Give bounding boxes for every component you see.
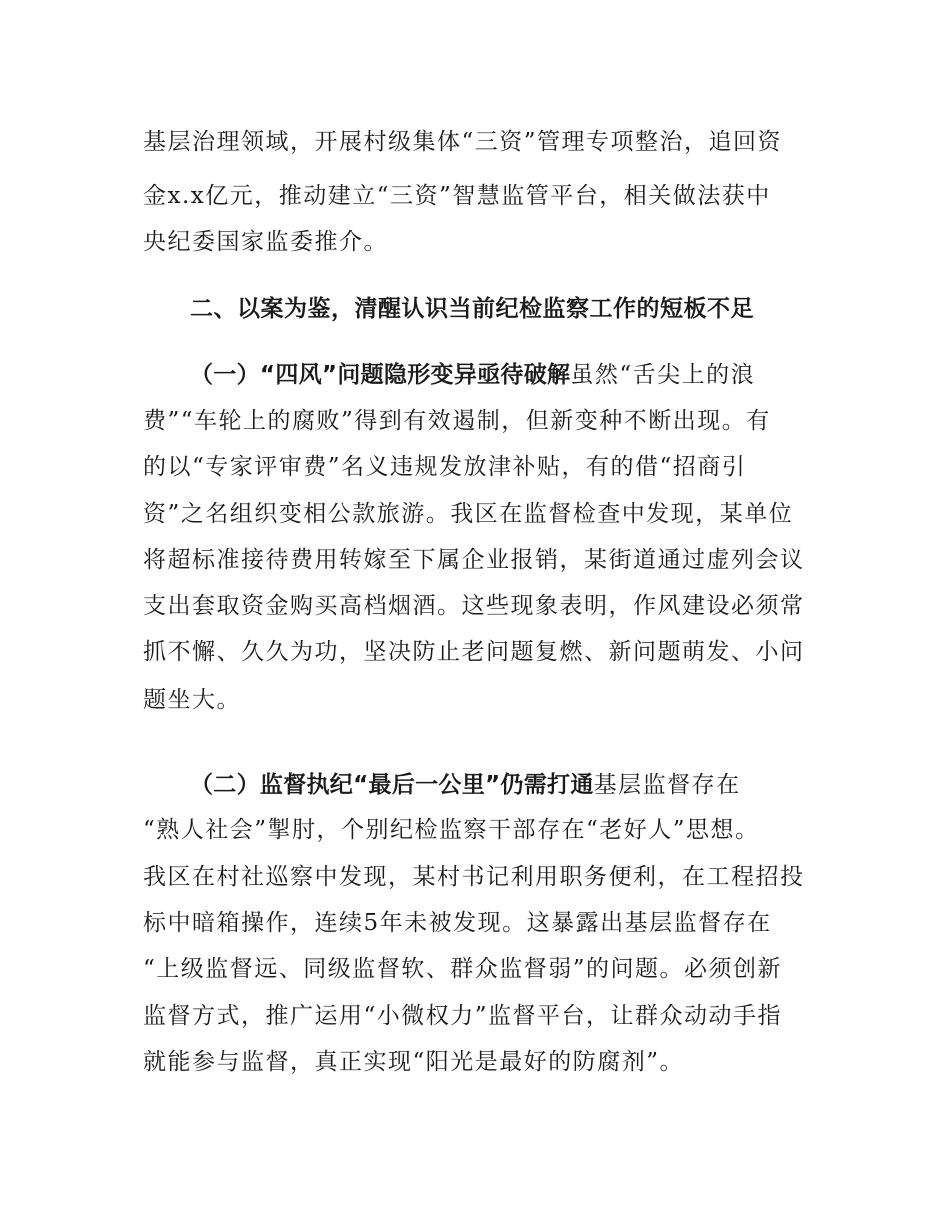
subsection-2-first-line [190,769,860,801]
subsection-1-line-2: 费”“车轮上的腐败”得到有效遏制，但新变种不断出现。有 [143,408,771,434]
subsection-2-line-2: “熟人社会”掣肘，个别纪检监察干部存在“老好人”思想。 [143,817,760,843]
subsection-1-line-7: 抓不懈、久久为功，坚决防止老问题复燃、新问题萌发、小问 [143,639,805,665]
subsection-1-first-line [190,359,860,391]
subsection-2-first-line-rest: 基层监督存在 [593,772,741,798]
subsection-2-line-4: 标中暗箱操作，连续5年未被发现。这暴露出基层监督存在 [143,910,772,936]
subsection-2-line-6: 监督方式，推广运用“小微权力”监督平台，让群众动动手指 [143,1003,783,1029]
intro-line-3: 央纪委国家监委推介。 [143,229,388,255]
subsection-2-line-7: 就能参与监督，真正实现“阳光是最好的防腐剂”。 [143,1049,685,1075]
subsection-1-line-5: 将超标准接待费用转嫁至下属企业报销，某街道通过虚列会议 [143,547,805,573]
intro-line-1: 基层治理领域，开展村级集体“三资”管理专项整治，追回资 [143,129,783,155]
subsection-1-first-line-rest: 虽然“舌尖上的浪 [570,362,756,388]
subsection-1-line-6: 支出套取资金购买高档烟酒。这些现象表明，作风建设必须常 [143,593,805,619]
section-heading: 二、以案为鉴，清醒认识当前纪检监察工作的短板不足 [190,296,754,322]
subsection-1-line-8: 题坐大。 [143,687,241,713]
subsection-2-line-3: 我区在村社巡察中发现，某村书记利用职务便利，在工程招投 [143,864,805,890]
intro-line-2: 金x.x亿元，推动建立“三资”智慧监管平台，相关做法获中 [143,183,771,209]
subsection-1-line-3: 的以“专家评审费”名义违规发放津补贴，有的借“招商引 [143,454,747,480]
subsection-2-heading: （二）监督执纪“最后一公里”仍需打通 [190,772,594,798]
subsection-2-line-5: “上级监督远、同级监督软、群众监督弱”的问题。必须创新 [143,956,783,982]
subsection-1-heading: （一）“四风”问题隐形变异亟待破解 [190,362,571,388]
subsection-1-line-4: 资”之名组织变相公款旅游。我区在监督检查中发现，某单位 [143,501,794,527]
